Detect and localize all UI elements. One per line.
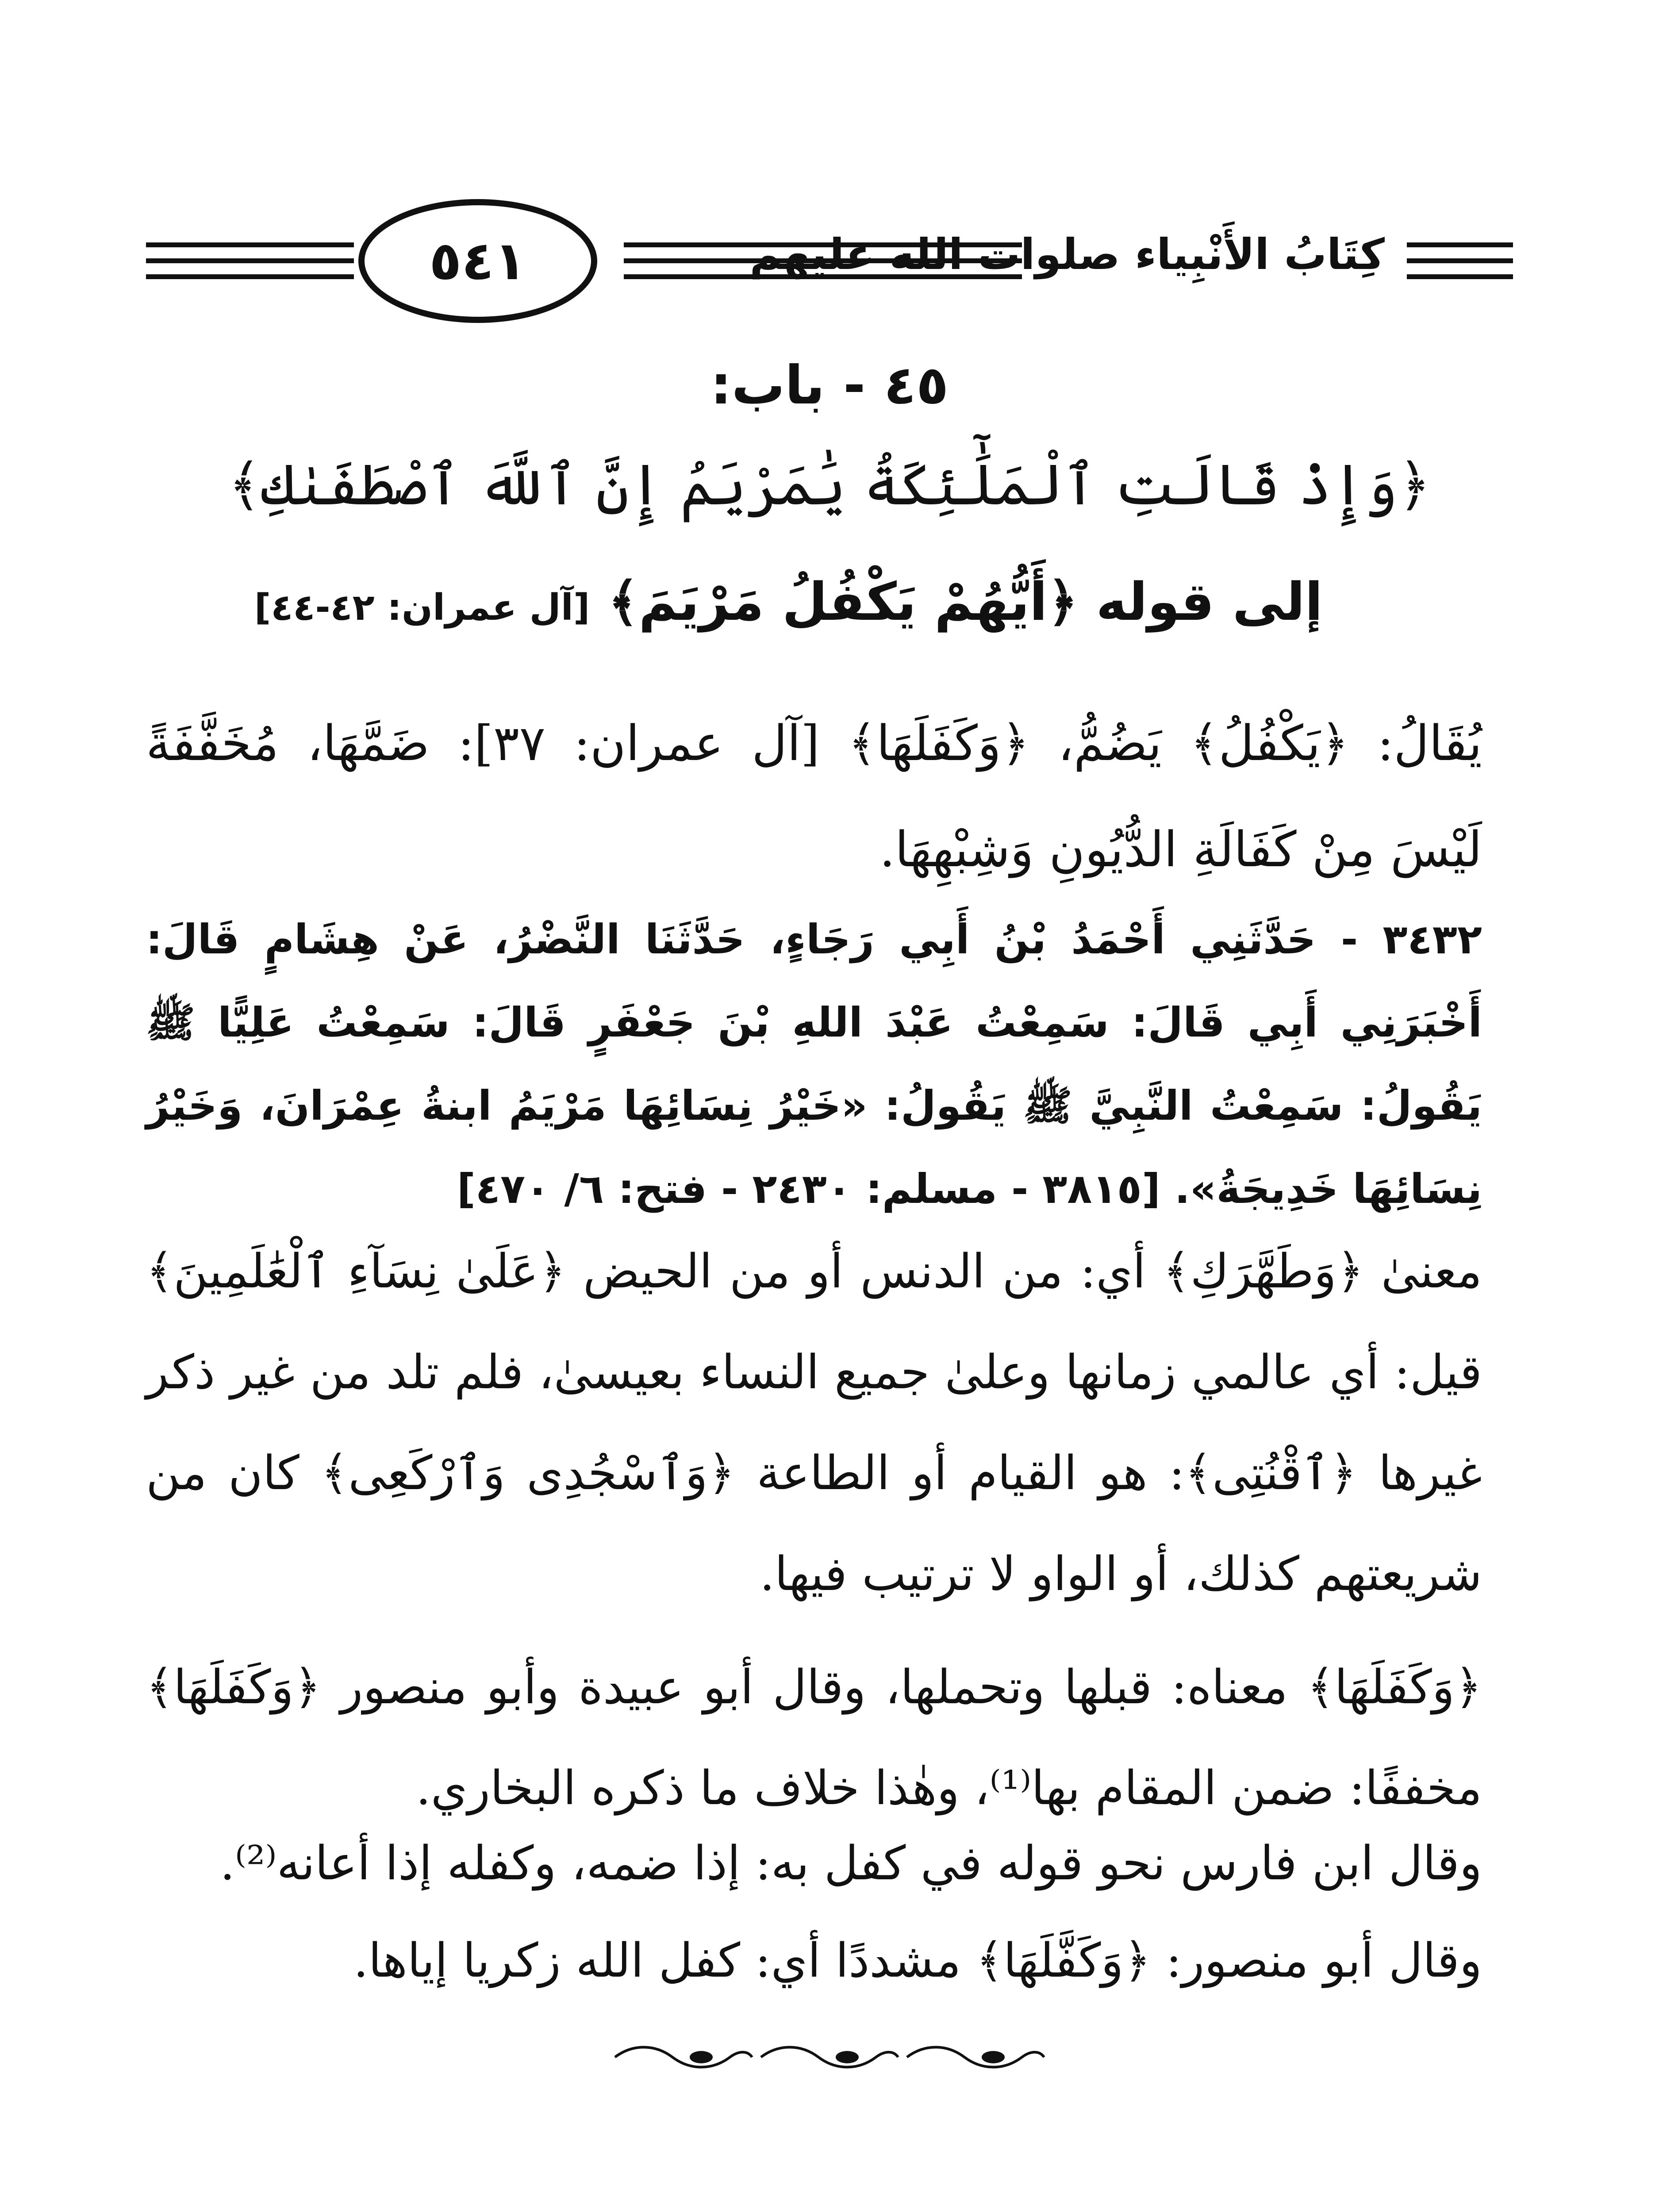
header-rule xyxy=(146,274,354,279)
verse-continuation-line xyxy=(254,571,1323,634)
header-rule xyxy=(1407,242,1513,247)
hadith-paragraph: ٣٤٣٢ - حَدَّثَنِي أَحْمَدُ بْنُ أَبِي رَجَاءٍ، حَدَّثَنَا النَّضْرُ، عَنْ هِشَامٍ قَالَ: أَخْبَرَنِي أَبِي قَالَ: سَمِعْتُ عَبْدَ اللهِ بْنَ جَعْفَرٍ قَالَ: سَمِعْتُ عَلِيًّا ﷺ يَقُولُ: سَمِعْتُ النَّبِيَّ ﷺ يَقُولُ: «خَيْرُ نِسَائِهَا مَرْيَمُ ابنةُ عِمْرَانَ، وَخَيْرُ نِسَائِهَا خَدِيجَةُ». [٣٨١٥ - مسلم: ٢٤٣٠ - فتح: ٦/ ٤٧٠] xyxy=(146,916,1482,1213)
commentary-paragraph: معنىٰ ﴿وَطَهَّرَكِ﴾ أي: من الدنس أو من الحيض ﴿عَلَىٰ نِسَآءِ ٱلْعَٰلَمِينَ﴾ قيل: أي عالمي زمانها وعلىٰ جميع النساء بعيسىٰ، فلم تلد من غير ذكر غيرها ﴿ٱقْنُتِى﴾: هو القيام أو الطاعة ﴿وَٱسْجُدِى وَٱرْكَعِى﴾ كان من شريعتهم كذلك، أو الواو لا ترتيب فيها. xyxy=(146,1244,1482,1601)
running-title: كِتَابُ الأَنْبِياء صلوات الله عليهم xyxy=(749,230,1385,279)
running-header xyxy=(146,186,1513,336)
commentary-paragraph: وقال أبو منصور: ﴿وَكَفَّلَهَا﴾ مشددًا أي: كفل الله زكريا إياها. xyxy=(353,1933,1482,1988)
header-rule xyxy=(146,242,354,247)
header-rule xyxy=(146,258,354,263)
definition-paragraph: يُقَالُ: ﴿يَكْفُلُ﴾ يَضُمُّ، ﴿وَكَفَلَهَا﴾ [آل عمران: ٣٧]: ضَمَّهَا، مُخَفَّفَةً لَيْسَ مِنْ كَفَالَةِ الدُّيُونِ وَشِبْهِهَا. xyxy=(146,715,1482,878)
verse-continuation-prefix: إلى قوله xyxy=(1096,571,1323,632)
verse-reference: [آل عمران: ٤٢-٤٤] xyxy=(254,587,590,629)
header-rule xyxy=(1407,258,1513,263)
ornament-divider-icon xyxy=(606,2039,1053,2075)
commentary-paragraph: وقال ابن فارس نحو قوله في كفل به: إذا ضمه، وكفله إذا أعانه⁽²⁾. xyxy=(220,1836,1482,1890)
header-rule xyxy=(1407,274,1513,279)
chapter-heading: ٤٥ - باب: xyxy=(710,355,949,416)
chapter-verse: ﴿وَإِذْ قَالَتِ ٱلْمَلَٰٓئِكَةُ يَٰمَرْيَمُ إِنَّ ٱللَّهَ ٱصْطَفَىٰكِ﴾ xyxy=(228,452,1431,518)
verse-continuation: ﴿أَيُّهُمْ يَكْفُلُ مَرْيَمَ﴾ xyxy=(608,571,1078,632)
page-number: ٥٤١ xyxy=(358,199,597,323)
commentary-paragraph: ﴿وَكَفَلَهَا﴾ معناه: قبلها وتحملها، وقال أبو عبيدة وأبو منصور ﴿وَكَفَلَهَا﴾ مخففًا: ضمن المقام بها⁽¹⁾، وهٰذا خلاف ما ذكره البخاري. xyxy=(146,1660,1482,1815)
